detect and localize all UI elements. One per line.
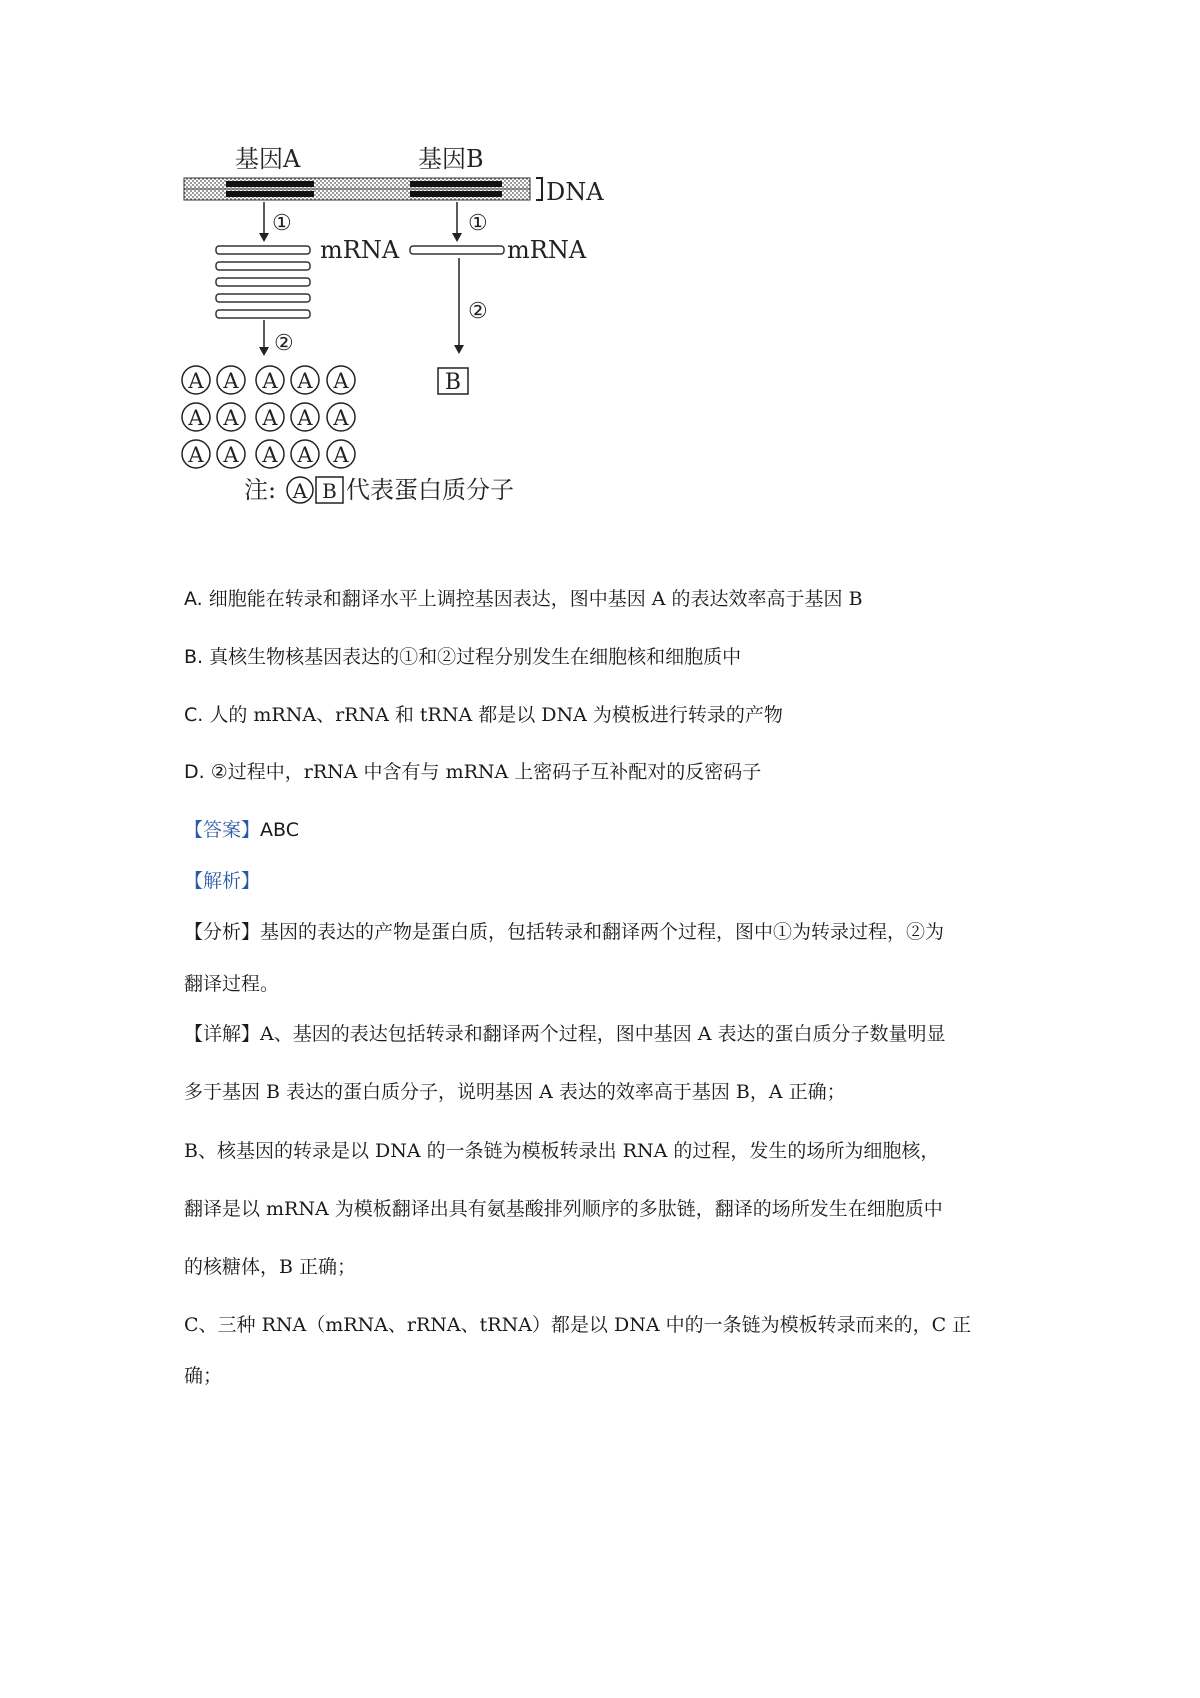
- answer-line: [184, 816, 299, 844]
- protein-a-letter: A: [262, 406, 278, 430]
- detail-line-3: B、核基因的转录是以 DNA 的一条链为模板转录出 RNA 的过程，发生的场所为细胞核，: [184, 1140, 940, 1162]
- detail-line-4: 翻译是以 mRNA 为模板翻译出具有氨基酸排列顺序的多肽链，翻译的场所发生在细胞质中: [184, 1198, 943, 1220]
- detail-line-2: 多于基因 B 表达的蛋白质分子，说明基因 A 表达的效率高于基因 B，A 正确；: [184, 1081, 846, 1103]
- option-b: [184, 643, 741, 671]
- step1-label-right: ①: [468, 211, 488, 236]
- gene-b-label: 基因B: [418, 145, 484, 173]
- option-text: ②过程中，rRNA 中含有与 mRNA 上密码子互补配对的反密码子: [210, 761, 762, 783]
- arrow-down-icon: [259, 233, 269, 242]
- protein-a-letter: A: [333, 443, 349, 467]
- note-suffix: 代表蛋白质分子: [346, 476, 514, 504]
- arrow-down-icon: [454, 345, 464, 354]
- option-letter: A.: [184, 588, 203, 610]
- option-d: [184, 758, 761, 786]
- analysis-tag: 【解析】: [184, 870, 261, 892]
- protein-a-letter: A: [188, 369, 204, 393]
- mrna-single-right: [410, 246, 504, 254]
- protein-b-letter: B: [444, 370, 462, 395]
- option-a: [184, 585, 863, 613]
- step2-label-left: ②: [274, 331, 294, 356]
- fenxi-text: 基因的表达的产物是蛋白质，包括转录和翻译两个过程，图中①为转录过程，②为: [260, 921, 945, 943]
- protein-a-letter: A: [223, 369, 239, 393]
- detail-line-5: 的核糖体，B 正确；: [184, 1256, 357, 1278]
- answer-value: ABC: [260, 819, 299, 841]
- option-c: [184, 701, 783, 729]
- fenxi-line-1: [184, 918, 944, 946]
- arrow-down-icon: [452, 233, 462, 242]
- dna-strand: [184, 178, 530, 200]
- option-letter: C.: [184, 704, 204, 726]
- dna-bracket: [536, 178, 542, 200]
- fenxi-tag: 【分析】: [184, 921, 261, 943]
- protein-a-letter: A: [297, 369, 313, 393]
- step1-label-left: ①: [272, 211, 292, 236]
- option-text: 人的 mRNA、rRNA 和 tRNA 都是以 DNA 为模板进行转录的产物: [209, 704, 783, 726]
- protein-a-letter: A: [333, 369, 349, 393]
- protein-a-letter: A: [223, 406, 239, 430]
- detail-text: A、基因的表达包括转录和翻译两个过程，图中基因 A 表达的蛋白质分子数量明显: [260, 1023, 946, 1045]
- option-letter: B.: [184, 646, 204, 668]
- mrna-stack-left: [216, 246, 310, 318]
- protein-a-grid: [182, 366, 355, 468]
- mrna-label-right: mRNA: [507, 236, 587, 264]
- answer-tag: 【答案】: [184, 819, 261, 841]
- note-prefix: 注:: [244, 476, 277, 504]
- protein-a-letter: A: [297, 443, 313, 467]
- detail-line-7: 确；: [184, 1365, 223, 1387]
- mrna-label-left: mRNA: [320, 236, 400, 264]
- gene-a-label: 基因A: [235, 145, 301, 173]
- protein-a-letter: A: [262, 369, 278, 393]
- detail-tag: 【详解】: [184, 1023, 261, 1045]
- step2-label-right: ②: [468, 299, 488, 324]
- gene-expression-diagram: [180, 140, 620, 560]
- option-text: 真核生物核基因表达的①和②过程分别发生在细胞核和细胞质中: [209, 646, 742, 668]
- protein-a-letter: A: [333, 406, 349, 430]
- option-letter: D.: [184, 761, 205, 783]
- protein-a-letter: A: [297, 406, 313, 430]
- protein-a-legend-letter: A: [292, 479, 308, 503]
- protein-a-letter: A: [188, 443, 204, 467]
- protein-a-letter: A: [262, 443, 278, 467]
- detail-line-6: C、三种 RNA（mRNA、rRNA、tRNA）都是以 DNA 中的一条链为模板转录而来的，C 正: [184, 1314, 972, 1336]
- detail-line-1: [184, 1020, 946, 1048]
- protein-a-letter: A: [223, 443, 239, 467]
- option-text: 细胞能在转录和翻译水平上调控基因表达，图中基因 A 的表达效率高于基因 B: [208, 588, 863, 610]
- fenxi-line-2: 翻译过程。: [184, 973, 280, 995]
- analysis-heading: [184, 867, 260, 895]
- protein-b-legend-letter: B: [322, 479, 337, 503]
- arrow-down-icon: [259, 347, 269, 356]
- protein-a-letter: A: [188, 406, 204, 430]
- dna-label: DNA: [546, 178, 604, 206]
